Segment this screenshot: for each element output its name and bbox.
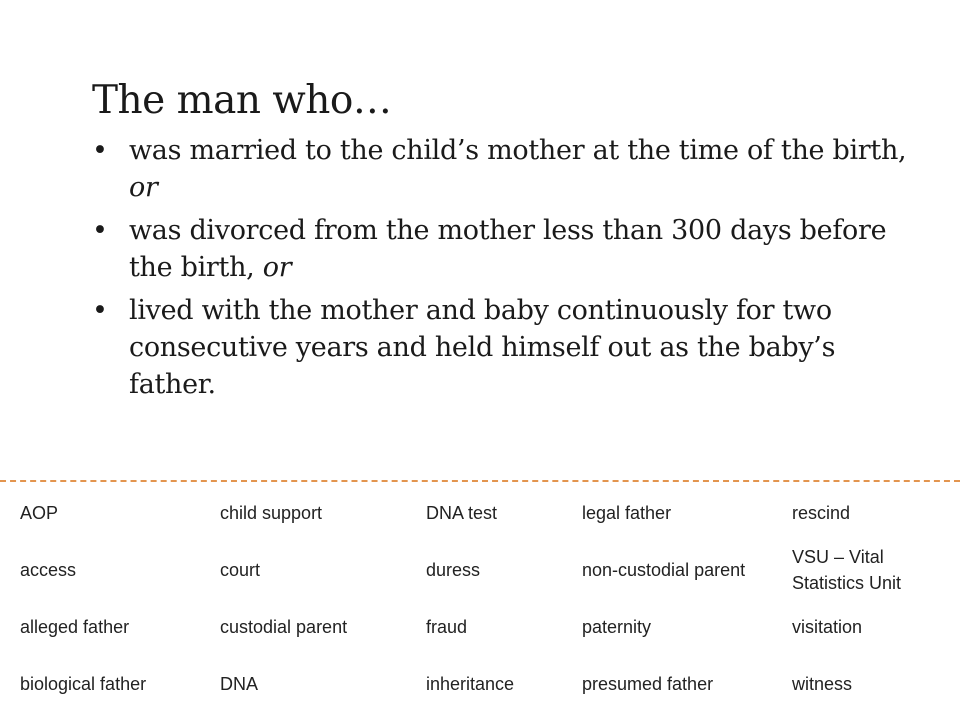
bullet-suffix: or (129, 172, 158, 203)
bullet-item (92, 212, 922, 286)
glossary-term: DNA test (426, 502, 498, 523)
bullet-text: was married to the child’s mother at the time of the birth, (129, 135, 907, 166)
glossary-term: custodial parent (220, 616, 348, 637)
dashed-divider (0, 480, 960, 482)
glossary-term: witness (792, 673, 853, 694)
bullet-text: lived with the mother and baby continuously for two consecutive years and held himself out as the baby’s father. (129, 295, 836, 400)
slide-title: The man who… (92, 78, 392, 123)
glossary-term: duress (426, 559, 481, 580)
glossary-term: child support (220, 502, 323, 523)
glossary-term: court (220, 559, 261, 580)
glossary-term: alleged father (20, 616, 130, 637)
bullet-list (92, 132, 922, 409)
glossary-term: fraud (426, 616, 468, 637)
glossary-term: inheritance (426, 673, 515, 694)
glossary-term: VSU – Vital Statistics Unit (792, 546, 902, 593)
glossary-term: visitation (792, 616, 863, 637)
glossary-term: AOP (20, 502, 59, 523)
glossary-table (10, 484, 950, 712)
glossary-term: biological father (20, 673, 147, 694)
bullet-dot-icon: • (92, 295, 108, 326)
bullet-suffix: or (262, 252, 292, 283)
glossary-row (10, 655, 950, 712)
bullet-text: was divorced from the mother less than 300 days before the birth, (129, 215, 887, 283)
bullet-dot-icon: • (92, 135, 108, 166)
glossary-term: legal father (582, 502, 672, 523)
glossary-row (10, 541, 950, 598)
glossary-term: paternity (582, 616, 652, 637)
glossary-row (10, 598, 950, 655)
glossary-term: DNA (220, 673, 259, 694)
glossary-term: non-custodial parent (582, 559, 746, 580)
bullet-item (92, 292, 922, 403)
bullet-dot-icon: • (92, 215, 108, 246)
bullet-item (92, 132, 922, 206)
glossary-row (10, 484, 950, 541)
glossary-term: access (20, 559, 77, 580)
glossary-term: rescind (792, 502, 851, 523)
glossary-term: presumed father (582, 673, 714, 694)
